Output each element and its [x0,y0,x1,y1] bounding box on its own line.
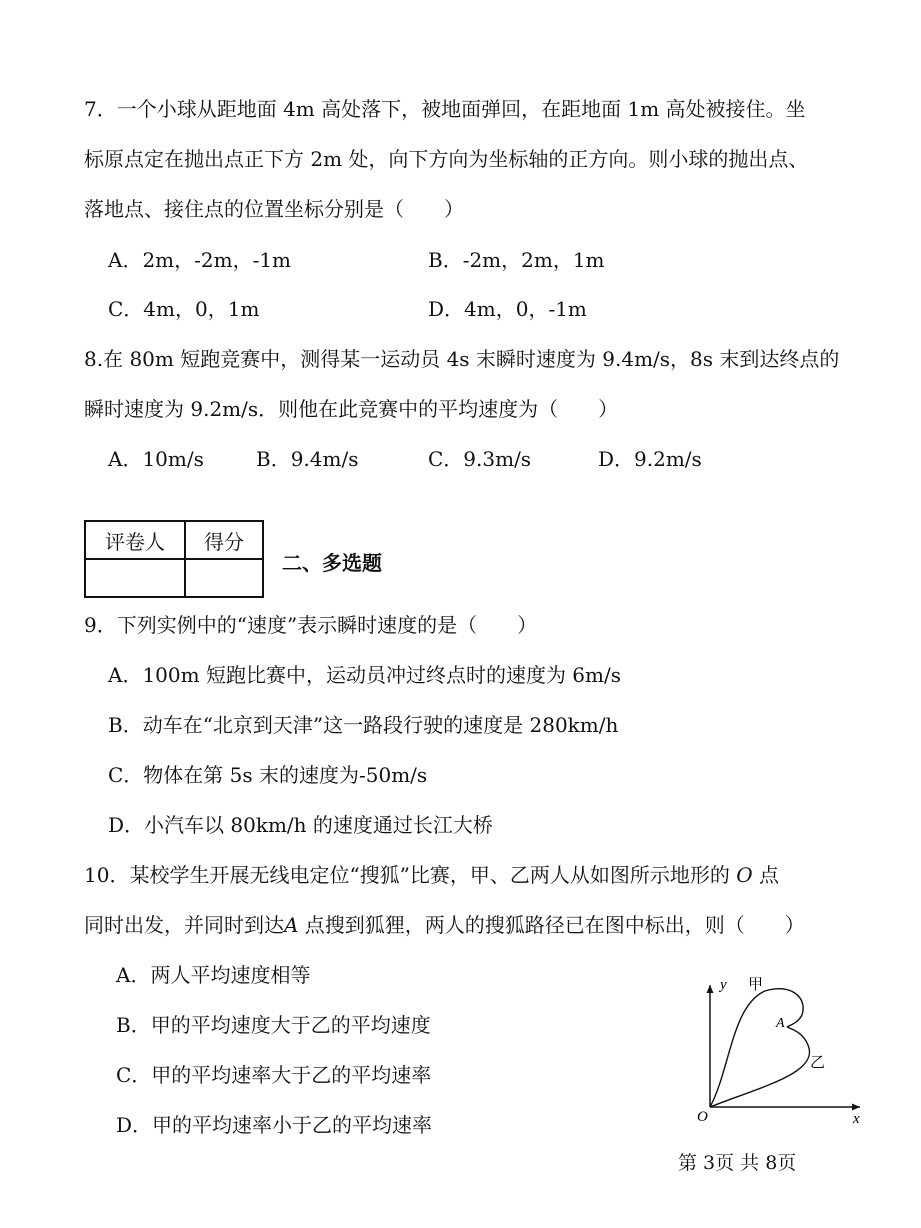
q7-option-d: D．4m，0，-1m [428,297,587,321]
score-table-score-cell [185,559,263,597]
q10-stem-line-2 [84,912,805,938]
q10-option-c: C．甲的平均速率大于乙的平均速率 [116,1063,432,1087]
q7-option-b: B．-2m，2m，1m [428,248,605,272]
q7-stem-line-1: 7．一个小球从距地面 4m 高处落下，被地面弹回，在距地面 1m 高处被接住。坐 [84,97,806,121]
q8-option-c: C．9.3m/s [428,447,532,471]
score-table-grader-cell [85,559,185,597]
score-table-score-header: 得分 [185,521,263,559]
q10-option-a: A．两人平均速度相等 [116,963,311,987]
y-axis-label: y [720,977,727,993]
q10-stem-line-2-text: 同时出发，并同时到达 [84,913,284,937]
q10-option-b: B．甲的平均速度大于乙的平均速度 [116,1013,431,1037]
q10-stem-line-1 [84,862,779,888]
q7-option-a: A．2m，-2m，-1m [108,248,292,272]
q9-option-a: A．100m 短跑比赛中，运动员冲过终点时的速度为 6m/s [108,663,621,687]
q8-option-a: A．10m/s [108,447,204,471]
q8-stem-line-1: 8.在 80m 短跑竞赛中，测得某一运动员 4s 末瞬时速度为 9.4m/s，8s 末到达终点的 [84,347,840,371]
q10-point-a: A [284,913,299,937]
q7-stem-line-2: 标原点定在抛出点正下方 2m 处，向下方向为坐标轴的正方向。则小球的抛出点、 [84,147,809,171]
origin-label: O [697,1109,708,1125]
x-axis-arrow [852,1104,860,1111]
q10-point-o: O [736,863,753,887]
q8-option-b: B．9.4m/s [256,447,359,471]
path-yi-label: 乙 [810,1053,826,1071]
q10-option-d: D．甲的平均速率小于乙的平均速率 [116,1113,433,1137]
point-a-label: A [776,1016,785,1031]
q7-stem-line-3: 落地点、接住点的位置坐标分别是（ ） [84,197,464,221]
q8-stem-line-2: 瞬时速度为 9.2m/s．则他在此竞赛中的平均速度为（ ） [84,397,619,421]
section-title: 二、多选题 [282,551,382,575]
score-table [84,520,264,598]
q9-stem: 9．下列实例中的“速度”表示瞬时速度的是（ ） [84,613,538,637]
q9-option-d: D．小汽车以 80km/h 的速度通过长江大桥 [108,813,493,837]
path-jia-label: 甲 [748,975,764,993]
score-table-grader-header: 评卷人 [85,521,185,559]
q9-option-c: C．物体在第 5s 末的速度为-50m/s [108,763,428,787]
page-footer: 第 3页 共 8页 [678,1152,797,1174]
q10-stem-line-1-end: 点 [752,863,780,887]
q8-option-d: D．9.2m/s [598,447,702,471]
q10-stem-line-2-end: 点搜到狐狸，两人的搜狐路径已在图中标出，则（ ） [298,913,805,937]
q9-option-b: B．动车在“北京到天津”这一路段行驶的速度是 280km/h [108,713,619,737]
x-axis-label: x [853,1111,860,1127]
q10-stem-line-1-text: 10．某校学生开展无线电定位“搜狐”比赛，甲、乙两人从如图所示地形的 [84,863,730,887]
path-figure [690,975,870,1135]
y-axis-arrow [707,985,714,993]
q7-option-c: C．4m，0，1m [108,297,260,321]
